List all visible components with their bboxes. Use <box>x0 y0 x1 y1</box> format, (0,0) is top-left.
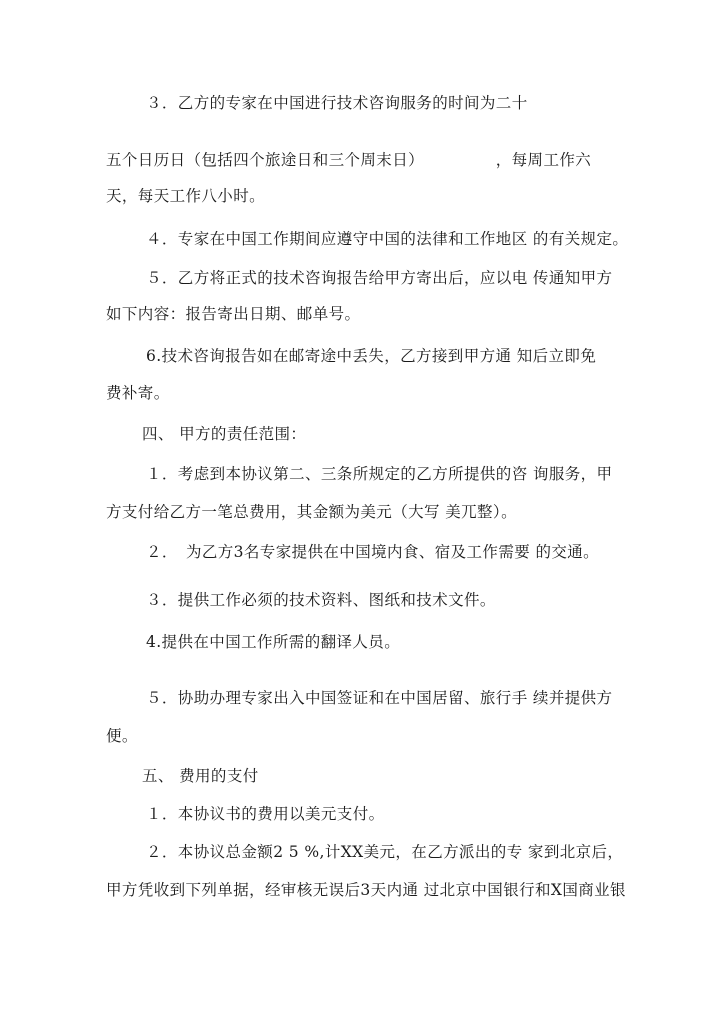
section-4-item-5: ５．协助办理专家出入中国签证和在中国居留、旅行手 续并提供方 <box>146 689 613 707</box>
section-4-item-5-continued: 便。 <box>106 727 138 745</box>
clause-5-report-notice: ５．乙方将正式的技术咨询报告给甲方寄出后，应以电 传通知甲方 <box>146 269 613 287</box>
section-4-item-2: ２． 为乙方3名专家提供在中国境内食、宿及工作需要 的交通。 <box>146 543 600 561</box>
section-4-item-1: １．考虑到本协议第二、三条所规定的乙方所提供的咨 询服务，甲 <box>146 465 613 483</box>
section-5-item-2-continued: 甲方凭收到下列单据，经审核无误后3天内通 过北京中国银行和X国商业银 <box>106 881 626 899</box>
clause-6-lost-report: 6.技术咨询报告如在邮寄途中丢失，乙方接到甲方通 知后立即免 <box>146 347 597 365</box>
section-4-item-4: 4.提供在中国工作所需的翻译人员。 <box>146 633 401 651</box>
section-5-heading: 五、 费用的支付 <box>142 767 259 785</box>
section-4-item-3: ３．提供工作必须的技术资料、图纸和技术文件。 <box>146 591 496 609</box>
clause-3-working-hours: 天，每天工作八小时。 <box>106 187 266 205</box>
clause-3-continued: 五个日历日（包括四个旅途日和三个周末日） ，每周工作六 <box>106 151 592 169</box>
section-5-item-2: ２．本协议总金额2 5 %,计XX美元，在乙方派出的专 家到北京后， <box>146 843 624 861</box>
clause-6-continued: 费补寄。 <box>106 384 170 402</box>
clause-4-comply-laws: ４．专家在中国工作期间应遵守中国的法律和工作地区 的有关规定。 <box>146 230 629 248</box>
section-5-item-1: １．本协议书的费用以美元支付。 <box>146 805 385 823</box>
section-4-item-1-continued: 方支付给乙方一笔总费用，其金额为美元（大写 美兀整）。 <box>106 503 517 521</box>
clause-3-consulting-period: ３．乙方的专家在中国进行技术咨询服务的时间为二十 <box>146 94 528 112</box>
section-4-heading: 四、 甲方的责任范围： <box>142 425 307 443</box>
clause-5-continued: 如下内容：报告寄出日期、邮单号。 <box>106 305 361 323</box>
